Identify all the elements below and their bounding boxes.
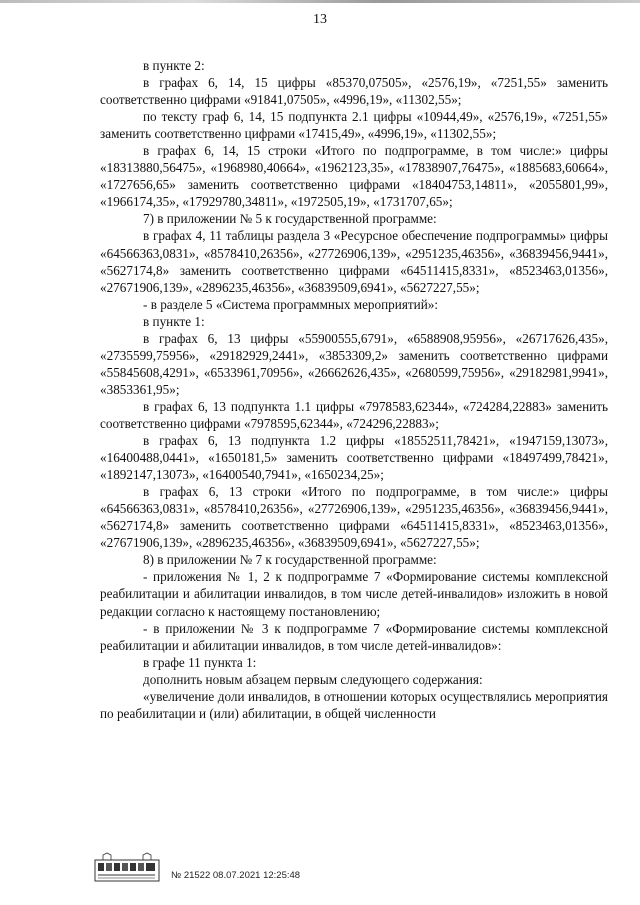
paragraph: в графах 6, 14, 15 цифры «85370,07505», «2576,19», «7251,55» заменить соответственно цифрами «91841,07505», «4996,19», «11302,55»;	[100, 75, 608, 108]
registry-stamp-icon	[93, 851, 161, 883]
paragraph: в графах 6, 13 подпункта 1.2 цифры «18552511,78421», «1947159,13073», «16400488,0441», «1650181,5» заменить соответственно цифрами «18497499,78421», «1892147,13073», «16400540,7941», «1650234,25»;	[100, 433, 608, 483]
paragraph: - в разделе 5 «Система программных мероприятий»:	[143, 296, 439, 312]
paragraph: в графе 11 пункта 1:	[143, 654, 257, 670]
scan-edge	[0, 0, 640, 3]
paragraph: в пункте 1:	[143, 313, 205, 329]
registration-footer	[93, 851, 453, 891]
registration-number: № 21522 08.07.2021 12:25:48	[171, 870, 301, 881]
paragraph: в пункте 2:	[143, 58, 205, 73]
paragraph: по тексту граф 6, 14, 15 подпункта 2.1 цифры «10944,49», «2576,19», «7251,55» заменить соответственно цифрами «17415,49», «4996,19», «11302,55»;	[100, 109, 608, 142]
paragraph: - приложения № 1, 2 к подпрограмме 7 «Формирование системы комплексной реабилитации и абилитации инвалидов, в том числе детей-инвалидов» изложить в новой редакции согласно к настоящему постановлению;	[100, 569, 608, 619]
paragraph: в графах 6, 13 строки «Итого по подпрограмме, в том числе:» цифры «64566363,0831», «8578410,26356», «27726906,139», «2951235,46356», «36839456,9441», «5627174,8» заменить соответственно цифрами «64511415,8331», «8523463,01356», «27671906,139», «2896235,46356», «36839509,6941», «5627227,55»;	[100, 484, 608, 551]
paragraph: дополнить новым абзацем первым следующего содержания:	[143, 671, 483, 687]
page-number: 13	[313, 12, 327, 27]
document-body	[100, 57, 608, 722]
paragraph: 7) в приложении № 5 к государственной программе:	[143, 211, 437, 227]
paragraph: - в приложении № 3 к подпрограмме 7 «Формирование системы комплексной реабилитации и абилитации инвалидов, в том числе детей-инвалидов»:	[100, 620, 608, 653]
paragraph: «увеличение доли инвалидов, в отношении которых осуществлялись мероприятия по реабилитации и (или) абилитации, в общей численности	[100, 688, 608, 721]
paragraph: в графах 6, 14, 15 строки «Итого по подпрограмме, в том числе:» цифры «18313880,56475», «1968980,40664», «1962123,35», «17838907,76475», «1885683,60664», «1727656,65» заменить соответственно цифрами «18404753,14811», «2055801,99», «1966174,35», «17929780,34811», «1972505,19», «1731707,65»;	[100, 143, 608, 210]
paragraph: в графах 6, 13 цифры «55900555,6791», «6588908,95956», «26717626,435», «2735599,75956», «29182929,2441», «3853309,2» заменить соответственно цифрами «55845608,4291», «6533961,70956», «26662626,435», «2680599,75956», «29182981,9941», «3853361,95»;	[100, 330, 608, 397]
paragraph: 8) в приложении № 7 к государственной программе:	[143, 552, 437, 568]
paragraph: в графах 6, 13 подпункта 1.1 цифры «7978583,62344», «724284,22883» заменить соответственно цифрами «7978595,62344», «724296,22883»;	[100, 398, 608, 431]
paragraph: в графах 4, 11 таблицы раздела 3 «Ресурсное обеспечение подпрограммы» цифры «64566363,0831», «8578410,26356», «27726906,139», «2951235,46356», «36839456,9441», «5627174,8» заменить соответственно цифрами «64511415,8331», «8523463,01356», «27671906,139», «2896235,46356», «36839509,6941», «5627227,55»;	[100, 228, 608, 295]
